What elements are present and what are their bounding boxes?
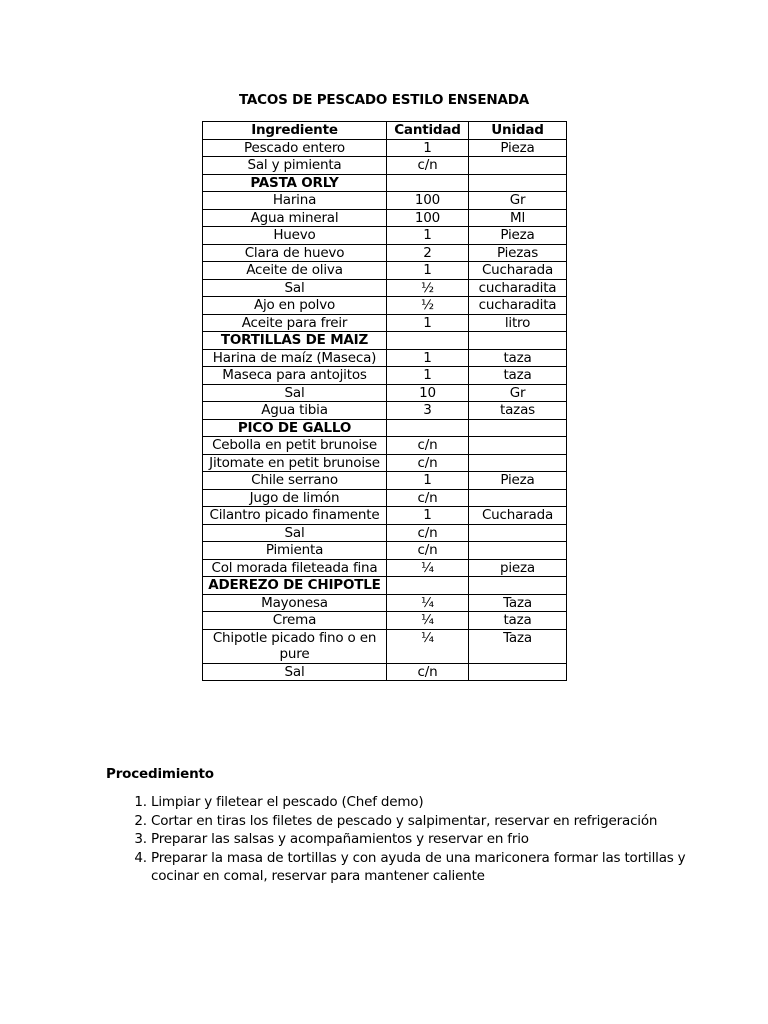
cell-unidad: Piezas (469, 244, 567, 262)
cell-cantidad: 1 (387, 227, 469, 245)
cell-unidad (469, 577, 567, 595)
table-row (203, 542, 567, 560)
cell-unidad: Cucharada (469, 262, 567, 280)
cell-ingrediente: Jitomate en petit brunoise (203, 454, 387, 472)
cell-cantidad: ¼ (387, 629, 469, 663)
table-section-row (203, 419, 567, 437)
header-ingrediente: Ingrediente (203, 122, 387, 140)
cell-unidad: litro (469, 314, 567, 332)
cell-ingrediente: Huevo (203, 227, 387, 245)
cell-cantidad: 1 (387, 314, 469, 332)
table-row (203, 314, 567, 332)
cell-cantidad: ¼ (387, 594, 469, 612)
table-section-row (203, 577, 567, 595)
cell-ingrediente: Agua tibia (203, 402, 387, 420)
cell-ingrediente: Crema (203, 612, 387, 630)
cell-ingrediente: ADEREZO DE CHIPOTLE (203, 577, 387, 595)
cell-unidad: Pieza (469, 227, 567, 245)
cell-unidad (469, 332, 567, 350)
cell-unidad: Gr (469, 384, 567, 402)
table-row (203, 192, 567, 210)
table-row (203, 559, 567, 577)
ingredients-table (202, 121, 567, 681)
cell-unidad: Taza (469, 629, 567, 663)
table-row (203, 384, 567, 402)
table-row (203, 507, 567, 525)
cell-unidad: pieza (469, 559, 567, 577)
cell-unidad (469, 454, 567, 472)
cell-cantidad: c/n (387, 524, 469, 542)
cell-unidad (469, 419, 567, 437)
cell-cantidad: c/n (387, 542, 469, 560)
table-row (203, 227, 567, 245)
cell-ingrediente: Aceite para freir (203, 314, 387, 332)
procedure-steps (106, 793, 731, 886)
procedure-heading: Procedimiento (106, 766, 214, 782)
cell-cantidad (387, 419, 469, 437)
table-row (203, 262, 567, 280)
header-cantidad: Cantidad (387, 122, 469, 140)
cell-cantidad: 1 (387, 507, 469, 525)
cell-ingrediente: Jugo de limón (203, 489, 387, 507)
cell-cantidad (387, 174, 469, 192)
table-row (203, 594, 567, 612)
table-row (203, 209, 567, 227)
cell-ingrediente: Clara de huevo (203, 244, 387, 262)
cell-unidad (469, 174, 567, 192)
table-row (203, 524, 567, 542)
table-row (203, 489, 567, 507)
table-header-row (203, 122, 567, 140)
cell-ingrediente: Chile serrano (203, 472, 387, 490)
cell-unidad (469, 663, 567, 681)
table-row (203, 402, 567, 420)
cell-cantidad: 10 (387, 384, 469, 402)
cell-unidad: Ml (469, 209, 567, 227)
table-row (203, 297, 567, 315)
cell-unidad: Pieza (469, 139, 567, 157)
cell-unidad (469, 489, 567, 507)
cell-cantidad: 1 (387, 472, 469, 490)
table-section-row (203, 332, 567, 350)
cell-cantidad: ¼ (387, 559, 469, 577)
cell-ingrediente: TORTILLAS DE MAIZ (203, 332, 387, 350)
cell-ingrediente: Col morada fileteada fina (203, 559, 387, 577)
cell-ingrediente: Maseca para antojitos (203, 367, 387, 385)
cell-ingrediente: Cilantro picado finamente (203, 507, 387, 525)
cell-ingrediente: Sal y pimienta (203, 157, 387, 175)
cell-cantidad: c/n (387, 157, 469, 175)
cell-ingrediente: Sal (203, 279, 387, 297)
cell-unidad: taza (469, 367, 567, 385)
table-row (203, 349, 567, 367)
cell-ingrediente: PICO DE GALLO (203, 419, 387, 437)
cell-cantidad: 1 (387, 262, 469, 280)
cell-ingrediente: Cebolla en petit brunoise (203, 437, 387, 455)
procedure-step: 3. Preparar las salsas y acompañamientos y reservar en frio (151, 830, 731, 849)
cell-ingrediente: Agua mineral (203, 209, 387, 227)
table-row (203, 157, 567, 175)
cell-cantidad: 100 (387, 209, 469, 227)
cell-unidad: Pieza (469, 472, 567, 490)
cell-cantidad: ½ (387, 297, 469, 315)
cell-ingrediente: Sal (203, 663, 387, 681)
cell-cantidad (387, 577, 469, 595)
cell-cantidad: 1 (387, 349, 469, 367)
cell-unidad (469, 157, 567, 175)
table-row (203, 454, 567, 472)
cell-unidad: Taza (469, 594, 567, 612)
cell-ingrediente: Ajo en polvo (203, 297, 387, 315)
cell-unidad: Cucharada (469, 507, 567, 525)
cell-unidad: taza (469, 612, 567, 630)
cell-ingrediente: Pimienta (203, 542, 387, 560)
cell-ingrediente: Harina (203, 192, 387, 210)
cell-ingrediente: Mayonesa (203, 594, 387, 612)
cell-cantidad: c/n (387, 663, 469, 681)
table-row (203, 472, 567, 490)
table-row (203, 437, 567, 455)
cell-cantidad: 1 (387, 139, 469, 157)
cell-cantidad: 100 (387, 192, 469, 210)
table-row (203, 279, 567, 297)
cell-cantidad: 3 (387, 402, 469, 420)
procedure-step: 1. Limpiar y filetear el pescado (Chef demo) (151, 793, 731, 812)
cell-unidad: taza (469, 349, 567, 367)
procedure-step: 2. Cortar en tiras los filetes de pescado y salpimentar, reservar en refrigeración (151, 812, 731, 831)
recipe-title: TACOS DE PESCADO ESTILO ENSENADA (238, 92, 530, 108)
cell-cantidad: ¼ (387, 612, 469, 630)
cell-ingrediente: Sal (203, 524, 387, 542)
cell-ingrediente: Chipotle picado fino o en pure (203, 629, 387, 663)
cell-unidad: cucharadita (469, 297, 567, 315)
cell-cantidad: c/n (387, 489, 469, 507)
cell-ingrediente: Sal (203, 384, 387, 402)
cell-cantidad: c/n (387, 454, 469, 472)
cell-ingrediente: Aceite de oliva (203, 262, 387, 280)
table-row (203, 663, 567, 681)
cell-unidad: cucharadita (469, 279, 567, 297)
table-row (203, 629, 567, 663)
cell-cantidad: c/n (387, 437, 469, 455)
cell-cantidad: ½ (387, 279, 469, 297)
table-row (203, 612, 567, 630)
cell-unidad (469, 524, 567, 542)
cell-unidad (469, 542, 567, 560)
ingredients-table-body (203, 139, 567, 681)
cell-unidad: Gr (469, 192, 567, 210)
procedure-step: 4. Preparar la masa de tortillas y con ayuda de una mariconera formar las tortillas y cocinar en comal, reservar para mantener caliente (151, 849, 731, 886)
table-row (203, 367, 567, 385)
cell-cantidad: 2 (387, 244, 469, 262)
table-row (203, 244, 567, 262)
table-section-row (203, 174, 567, 192)
table-row (203, 139, 567, 157)
cell-unidad (469, 437, 567, 455)
cell-ingrediente: Harina de maíz (Maseca) (203, 349, 387, 367)
header-unidad: Unidad (469, 122, 567, 140)
cell-cantidad (387, 332, 469, 350)
cell-ingrediente: PASTA ORLY (203, 174, 387, 192)
cell-unidad: tazas (469, 402, 567, 420)
cell-ingrediente: Pescado entero (203, 139, 387, 157)
cell-cantidad: 1 (387, 367, 469, 385)
